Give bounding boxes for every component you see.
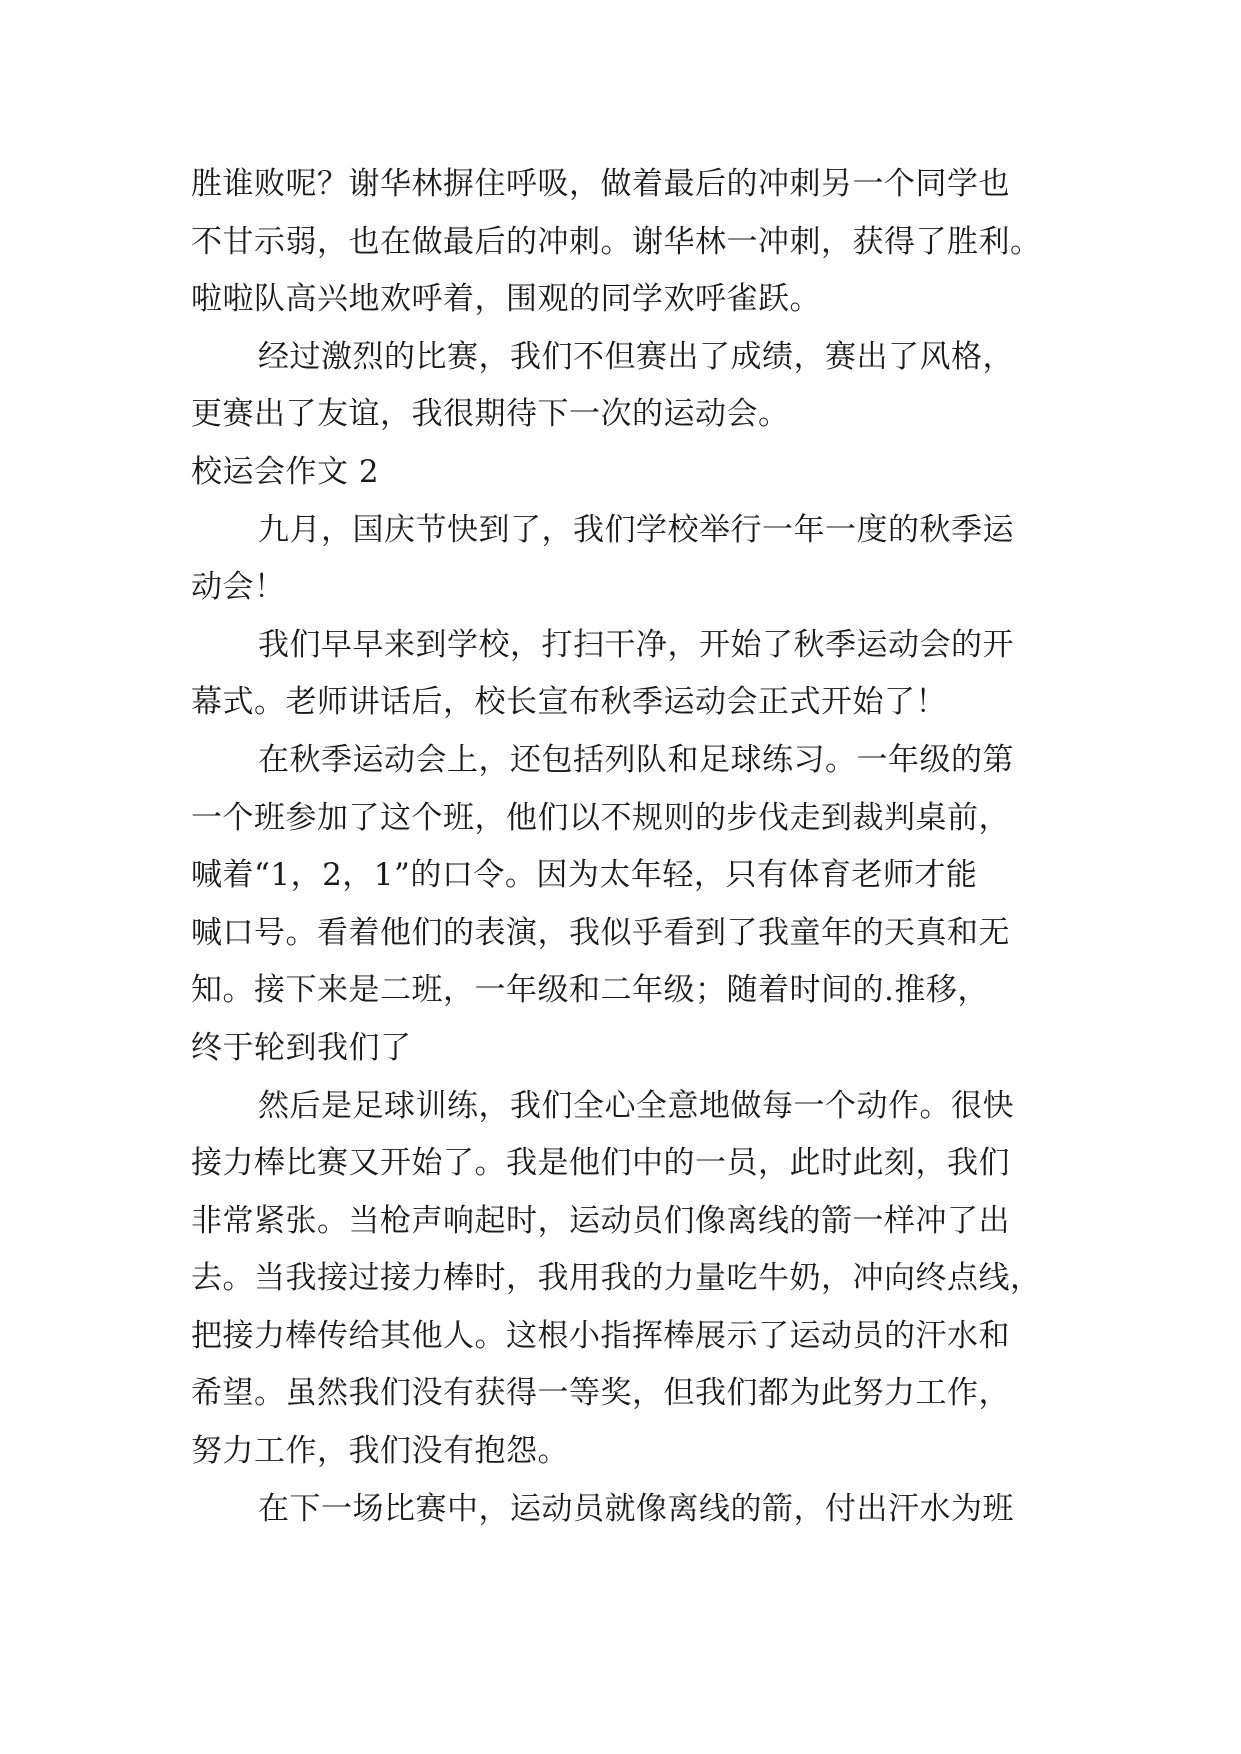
text-line: 把接力棒传给其他人。这根小指挥棒展示了运动员的汗水和 [191,1317,1010,1354]
text-line: 终于轮到我们了 [191,1029,412,1066]
text-line: 胜谁败呢？谢华林摒住呼吸，做着最后的冲刺另一个同学也 [191,166,1010,202]
text-line: 喊着“1，2，1”的口令。因为太年轻，只有体育老师才能 [191,857,978,894]
paragraph-first-line: 九月，国庆节快到了，我们学校举行一年一度的秋季运 [258,511,1014,548]
paragraph-first-line: 在秋季运动会上，还包括列队和足球练习。一年级的第 [258,741,1014,778]
text-line: 一个班参加了这个班，他们以不规则的步伐走到裁判桌前， [191,799,1010,836]
paragraph-first-line: 经过激烈的比赛，我们不但赛出了成绩，赛出了风格， [258,338,1014,375]
text-line: 去。当我接过接力棒时，我用我的力量吃牛奶，冲向终点线， [191,1260,1042,1297]
text-line: 喊口号。看着他们的表演，我似乎看到了我童年的天真和无 [191,914,1010,951]
text-line: 非常紧张。当枪声响起时，运动员们像离线的箭一样冲了出 [191,1202,1010,1239]
text-line: 接力棒比赛又开始了。我是他们中的一员，此时此刻，我们 [191,1145,1010,1182]
text-line: 幕式。老师讲话后，校长宣布秋季运动会正式开始了！ [191,684,947,721]
text-line: 希望。虽然我们没有获得一等奖，但我们都为此努力工作， [191,1375,1010,1412]
paragraph-first-line: 然后是足球训练，我们全心全意地做每一个动作。很快 [258,1087,1014,1124]
text-line: 更赛出了友谊，我很期待下一次的运动会。 [191,396,790,433]
text-line: 不甘示弱，也在做最后的冲刺。谢华林一冲刺，获得了胜利。 [191,223,1042,260]
text-line: 知。接下来是二班，一年级和二年级；随着时间的.推移， [191,972,989,1009]
paragraph-first-line: 我们早早来到学校，打扫干净，开始了秋季运动会的开 [258,626,1014,663]
text-line: 啦啦队高兴地欢呼着，围观的同学欢呼雀跃。 [191,281,821,318]
paragraph-first-line: 在下一场比赛中，运动员就像离线的箭，付出汗水为班 [258,1490,1014,1527]
text-line: 动会！ [191,569,286,606]
text-line: 努力工作，我们没有抱怨。 [191,1433,569,1470]
essay-body [191,156,1061,1538]
essay-heading: 校运会作文 2 [191,453,380,490]
